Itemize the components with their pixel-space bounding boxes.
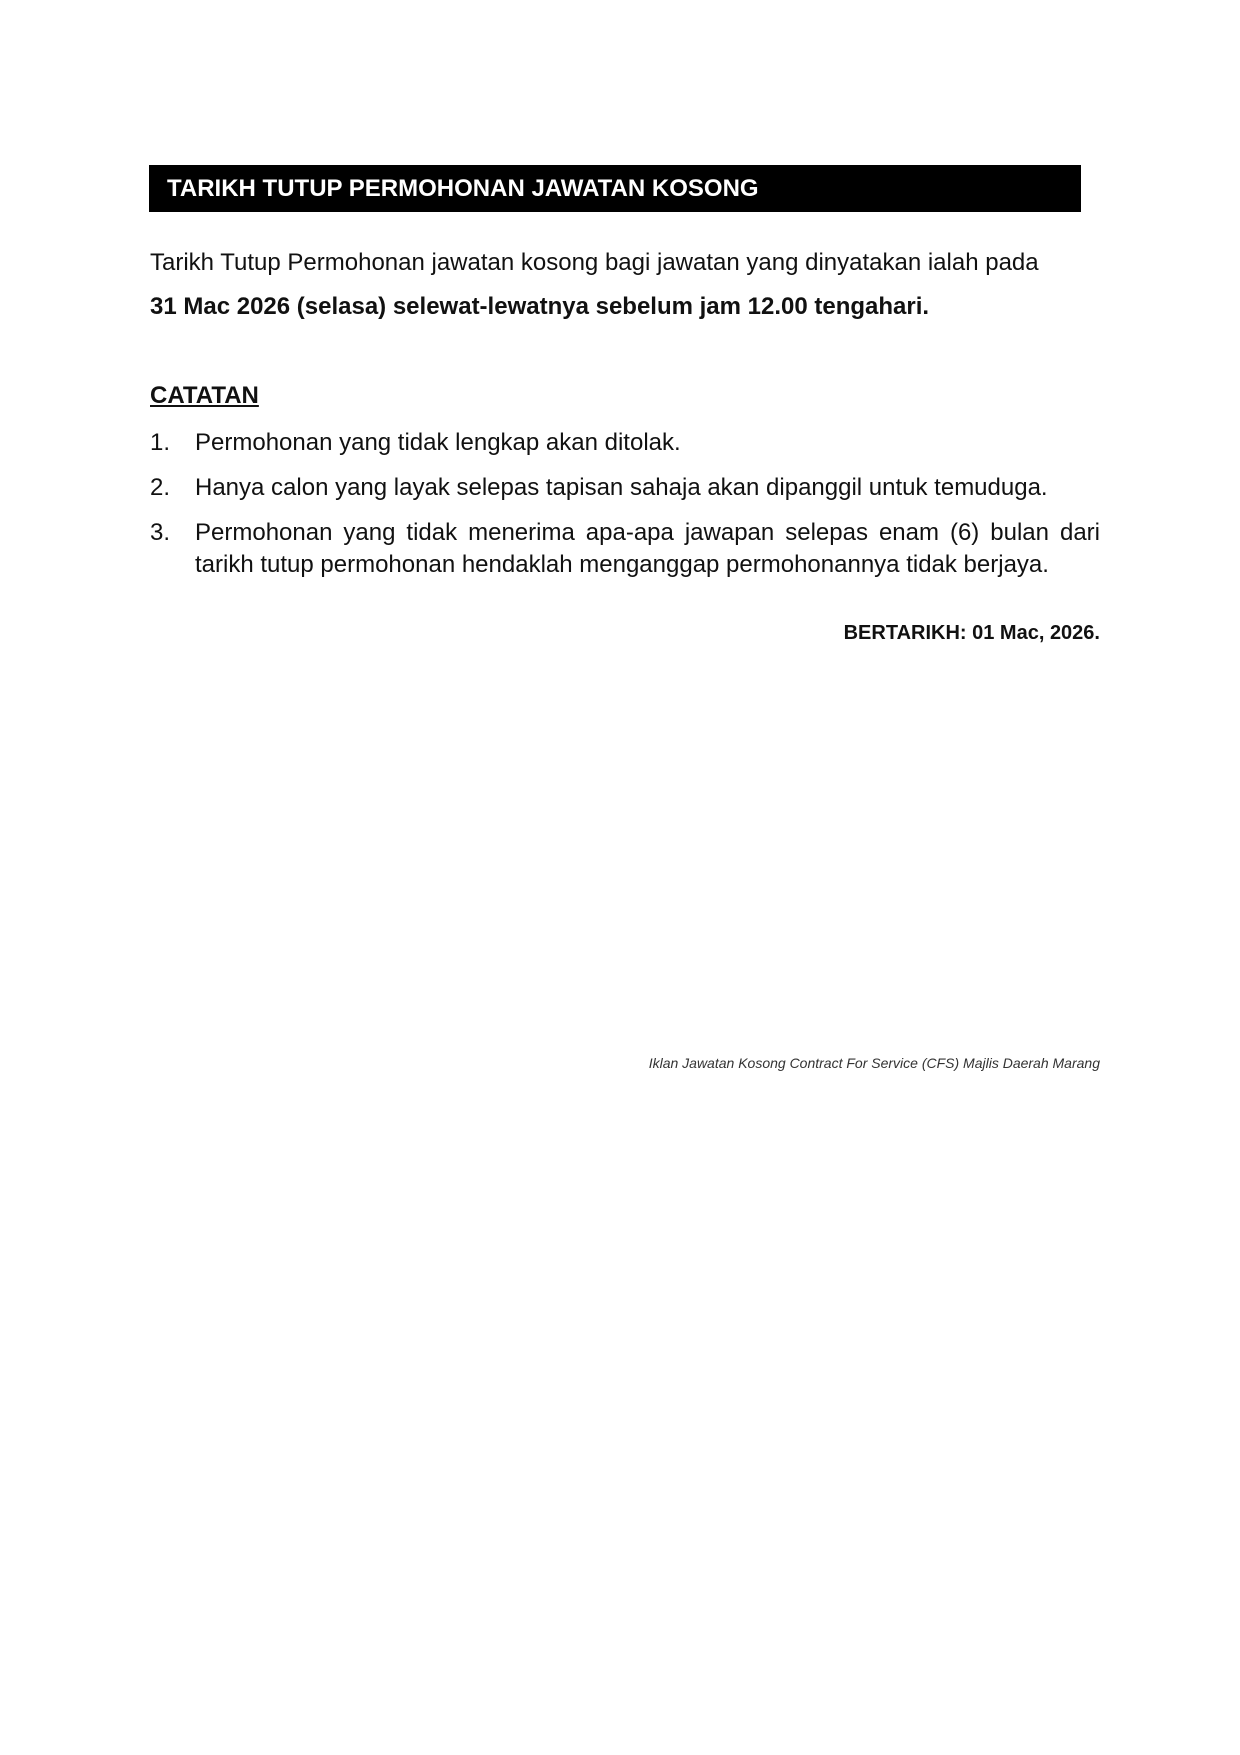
- note-item: [150, 517, 1100, 581]
- note-number: 1.: [150, 429, 171, 456]
- footer-note: Iklan Jawatan Kosong Contract For Service (CFS) Majlis Daerah Marang: [648, 1055, 1100, 1071]
- note-text: Permohonan yang tidak menerima apa-apa jawapan selepas enam (6) bulan dari tarikh tutup permohonan hendaklah menganggap permohonannya tidak berjaya.: [195, 519, 1100, 578]
- note-item: [150, 472, 1100, 504]
- section-title: TARIKH TUTUP PERMOHONAN JAWATAN KOSONG: [167, 175, 759, 202]
- note-text: Permohonan yang tidak lengkap akan ditolak.: [195, 429, 681, 456]
- section-title-bar: [149, 165, 1081, 212]
- note-number: 3.: [150, 519, 171, 546]
- dated-line: BERTARIKH: 01 Mac, 2026.: [843, 622, 1100, 644]
- notes-heading: CATATAN: [150, 382, 259, 409]
- closing-date-statement: 31 Mac 2026 (selasa) selewat-lewatnya sebelum jam 12.00 tengahari.: [150, 293, 930, 320]
- intro-line: Tarikh Tutup Permohonan jawatan kosong bagi jawatan yang dinyatakan ialah pada: [150, 249, 1039, 276]
- note-item: [150, 427, 1100, 459]
- notes-list: [150, 427, 1100, 594]
- note-number: 2.: [150, 474, 171, 501]
- closing-date-paragraph: [150, 241, 1110, 329]
- note-text: Hanya calon yang layak selepas tapisan sahaja akan dipanggil untuk temuduga.: [195, 474, 1048, 501]
